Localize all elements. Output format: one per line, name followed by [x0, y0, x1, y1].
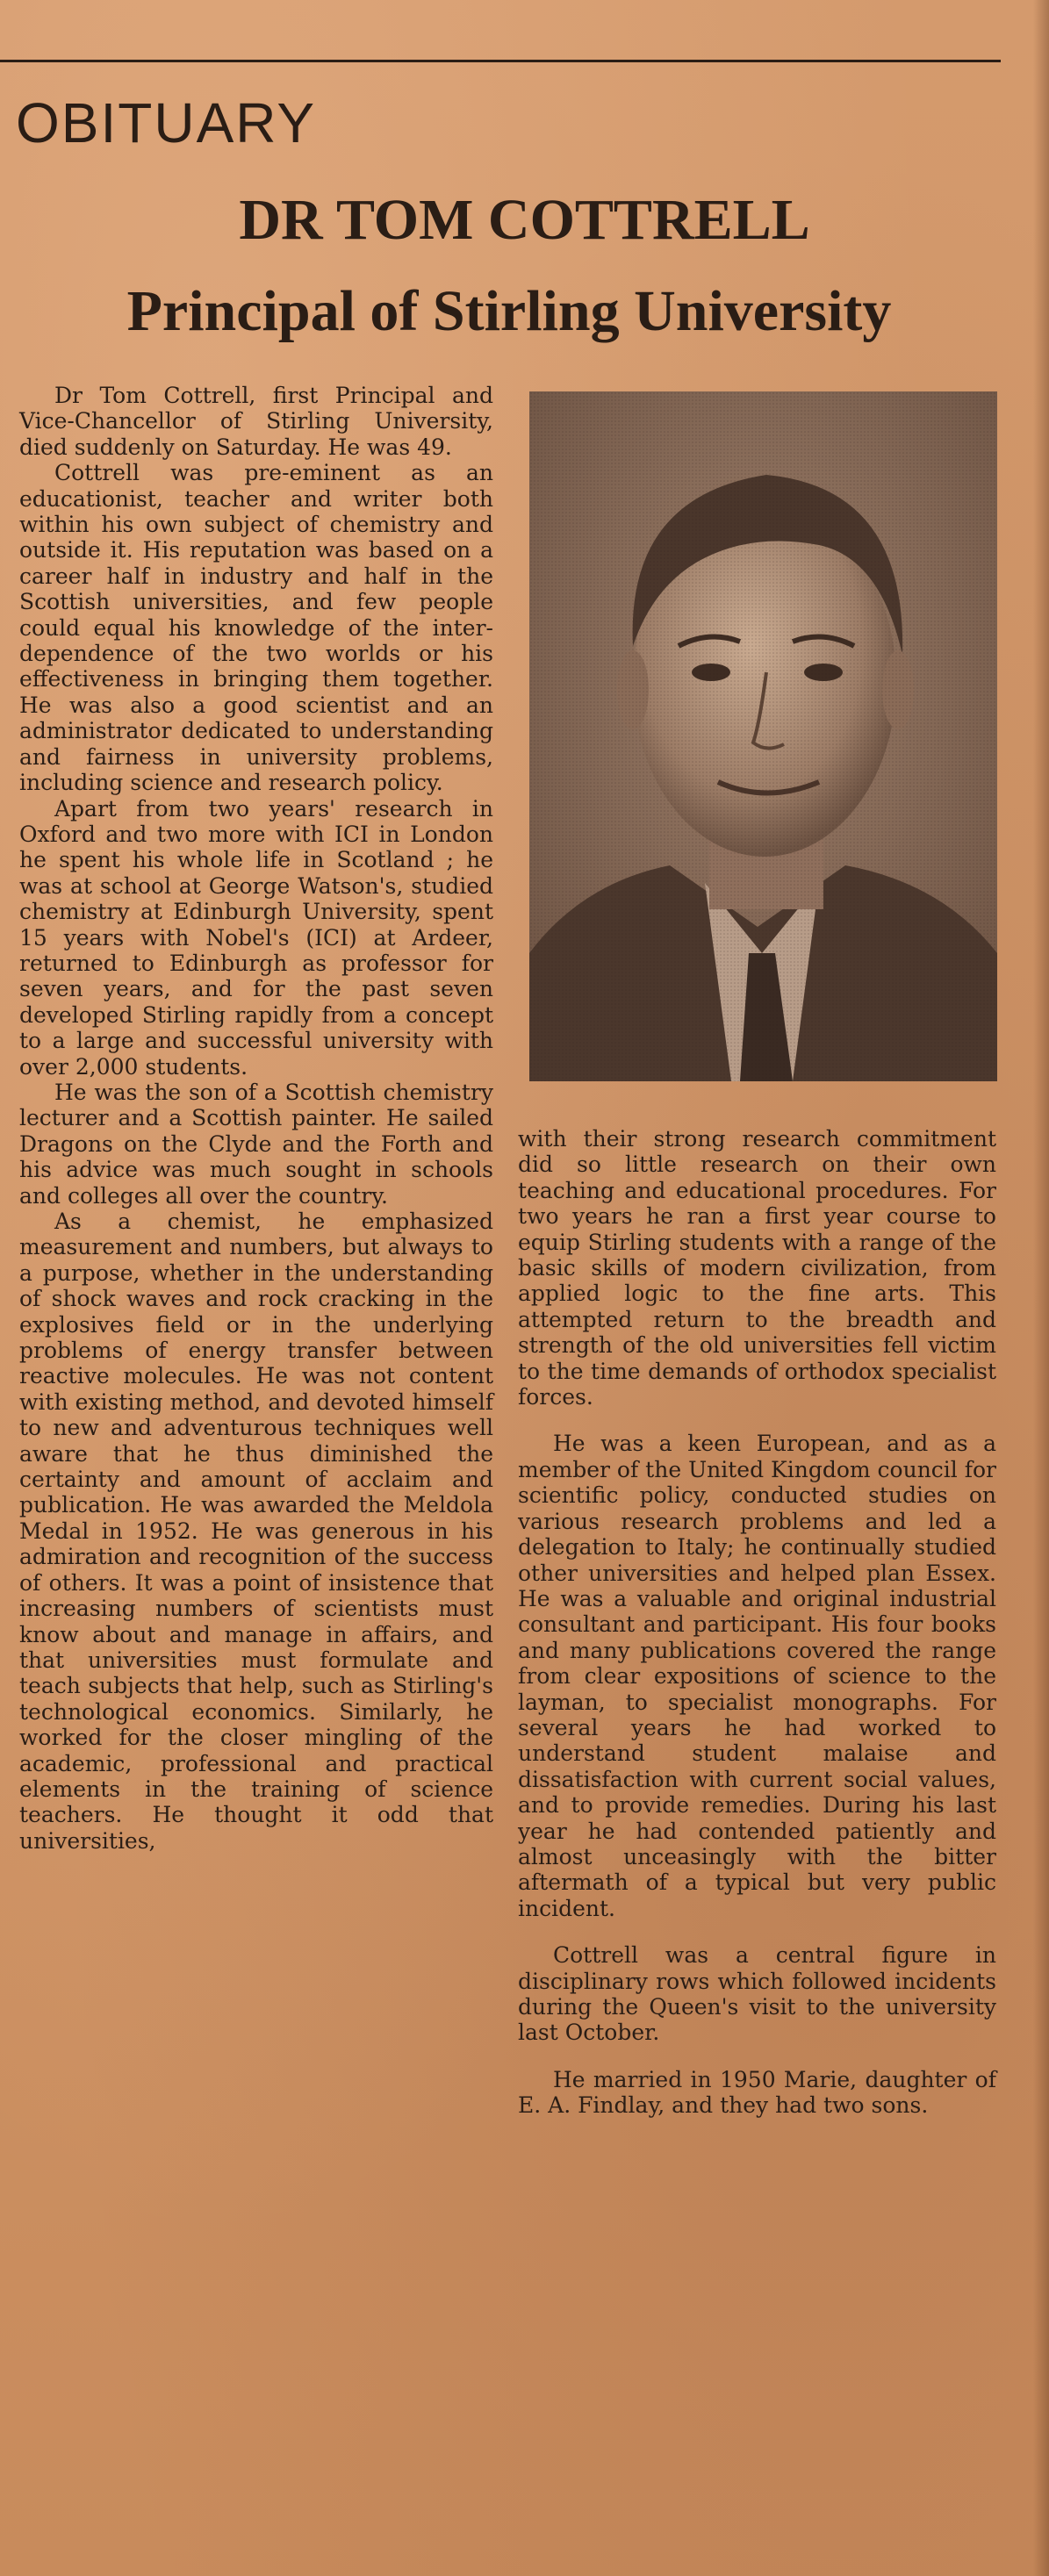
paragraph: Dr Tom Cottrell, first Principal and Vice-Chancellor of Stirling University, died suddenly on Saturday. He was 49.: [19, 383, 493, 460]
right-column: [518, 1126, 996, 2119]
left-column: [19, 383, 493, 1854]
top-rule: [0, 60, 1001, 62]
paragraph: As a chemist, he emphasized measurement and numbers, but always to a purpose, whether in the understanding of shock waves and rock cracking in the explosives field or in the underlying problems of energy transfer between reactive molecules. He was not content with existing method, and devoted himself to new and adventurous techniques well aware that he thus diminished the certainty and amount of acclaim and publication. He was awarded the Meldola Medal in 1952. He was generous in his admiration and recognition of the success of others. It was a point of insistence that increasing numbers of scientists must know about and manage in affairs, and that universities must formulate and teach subjects that help, such as Stirling's technological economics. Similarly, he worked for the closer mingling of the academic, professional and practical elements in the training of science teachers. He thought it odd that universities,: [19, 1209, 493, 1854]
paragraph: He married in 1950 Marie, daughter of E. A. Findlay, and they had two sons.: [518, 2066, 996, 2119]
paragraph: Cottrell was a central figure in disciplinary rows which followed incidents during the Queen's visit to the university last October.: [518, 1942, 996, 2046]
scan-edge: [1033, 0, 1049, 2576]
paragraph: Cottrell was pre-eminent as an educationist, teacher and writer both within his own subject of chemistry and outside it. His reputation was based on a career half in industry and half in the Scottish universities, and few people could equal his knowledge of the inter-dependence of the two worlds or his effectiveness in bringing them together. He was also a good scientist and an administrator dedicated to understanding and fairness in university problems, including science and research policy.: [19, 460, 493, 796]
portrait-image: [529, 391, 997, 1081]
headline-name: DR TOM COTTRELL: [239, 188, 810, 252]
paragraph: Apart from two years' research in Oxford and two more with ICI in London he spent his whole life in Scotland ; he was at school at George Watson's, studied chemistry at Edinburgh University, spent 15 years with Nobel's (ICI) at Ardeer, returned to Edinburgh as professor for seven years, and for the past seven developed Stirling rapidly from a concept to a large and successful university with over 2,000 students.: [19, 795, 493, 1080]
paragraph: with their strong research commitment did so little research on their own teaching and educational procedures. For two years he ran a first year course to equip Stirling students with a range of the basic skills of modern civilization, from applied logic to the fine arts. This attempted return to the breadth and strength of the old universities fell victim to the time demands of orthodox specialist forces.: [518, 1126, 996, 1410]
headline-subtitle: Principal of Stirling University: [126, 279, 892, 343]
paragraph: He was a keen European, and as a member of the United Kingdom council for scientific policy, conducted studies on various research problems and led a delegation to Italy; he continually studied other universities and helped plan Essex. He was a valuable and original industrial consultant and participant. His four books and many publications covered the range from clear expositions of science to the layman, to specialist monographs. For several years he had worked to understand student malaise and dissatisfaction with current social values, and to provide remedies. During his last year he had contended patiently and almost unceasingly with the bitter aftermath of a typical but very public incident.: [518, 1431, 996, 1921]
section-label: OBITUARY: [16, 91, 316, 154]
portrait-photo: [529, 391, 997, 1081]
paragraph: He was the son of a Scottish chemistry lecturer and a Scottish painter. He sailed Dragons on the Clyde and the Forth and his advice was much sought in schools and colleges all over the country.: [19, 1079, 493, 1209]
